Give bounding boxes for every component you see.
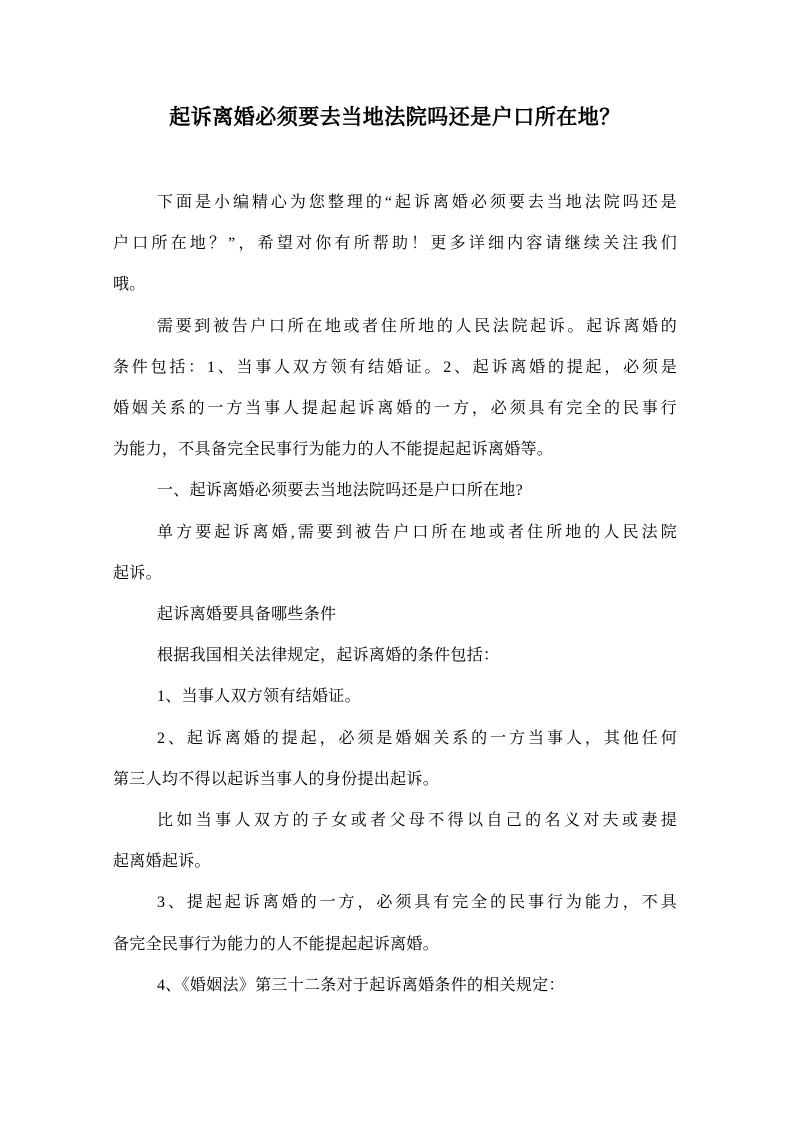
text-line: 起离婚起诉。: [113, 853, 211, 871]
text-line: 1、当事人双方领有结婚证。: [157, 688, 361, 706]
document-title: 起诉离婚必须要去当地法院吗还是户口所在地？: [169, 105, 621, 129]
paragraph: [113, 800, 677, 882]
text-line: 户口所在地？”，希望对你有所帮助！更多详细内容请继续关注我们: [113, 235, 677, 253]
paragraph: [113, 470, 677, 511]
text-line: 根据我国相关法律规定，起诉离婚的条件包括：: [157, 647, 500, 665]
text-line: 为能力，不具备完全民事行为能力的人不能提起起诉离婚等。: [113, 441, 554, 459]
text-line: 3、提起起诉离婚的一方，必须具有完全的民事行为能力，不具: [157, 894, 677, 912]
paragraph: [113, 882, 677, 964]
paragraph: [113, 594, 677, 635]
text-line: 单方要起诉离婚,需要到被告户口所在地或者住所地的人民法院: [157, 523, 677, 541]
text-line: 比如当事人双方的子女或者父母不得以自己的名义对夫或妻提: [157, 812, 677, 830]
text-line: 一、起诉离婚必须要去当地法院吗还是户口所在地?: [157, 482, 524, 500]
paragraph: [113, 965, 677, 1006]
paragraph: [113, 635, 677, 676]
paragraph: [113, 676, 677, 717]
paragraph: [113, 512, 677, 594]
document-body: [113, 182, 677, 1006]
paragraph: [113, 182, 677, 306]
text-line: 2、起诉离婚的提起，必须是婚姻关系的一方当事人，其他任何: [157, 729, 677, 747]
text-line: 起诉。: [113, 564, 162, 582]
paragraph: [113, 306, 677, 471]
text-line: 条件包括：1、当事人双方领有结婚证。2、起诉离婚的提起，必须是: [113, 358, 677, 376]
text-line: 下面是小编精心为您整理的“起诉离婚必须要去当地法院吗还是: [157, 194, 677, 211]
text-line: 需要到被告户口所在地或者住所地的人民法院起诉。起诉离婚的: [157, 317, 677, 335]
text-line: 哦。: [113, 276, 146, 294]
text-line: 起诉离婚要具备哪些条件: [157, 606, 337, 624]
paragraph: [113, 718, 677, 800]
text-line: 婚姻关系的一方当事人提起起诉离婚的一方，必须具有完全的民事行: [113, 400, 677, 418]
text-line: 第三人均不得以起诉当事人的身份提出起诉。: [113, 770, 440, 788]
text-line: 4、《婚姻法》第三十二条对于起诉离婚条件的相关规定：: [157, 976, 565, 994]
text-line: 备完全民事行为能力的人不能提起起诉离婚。: [113, 935, 440, 953]
